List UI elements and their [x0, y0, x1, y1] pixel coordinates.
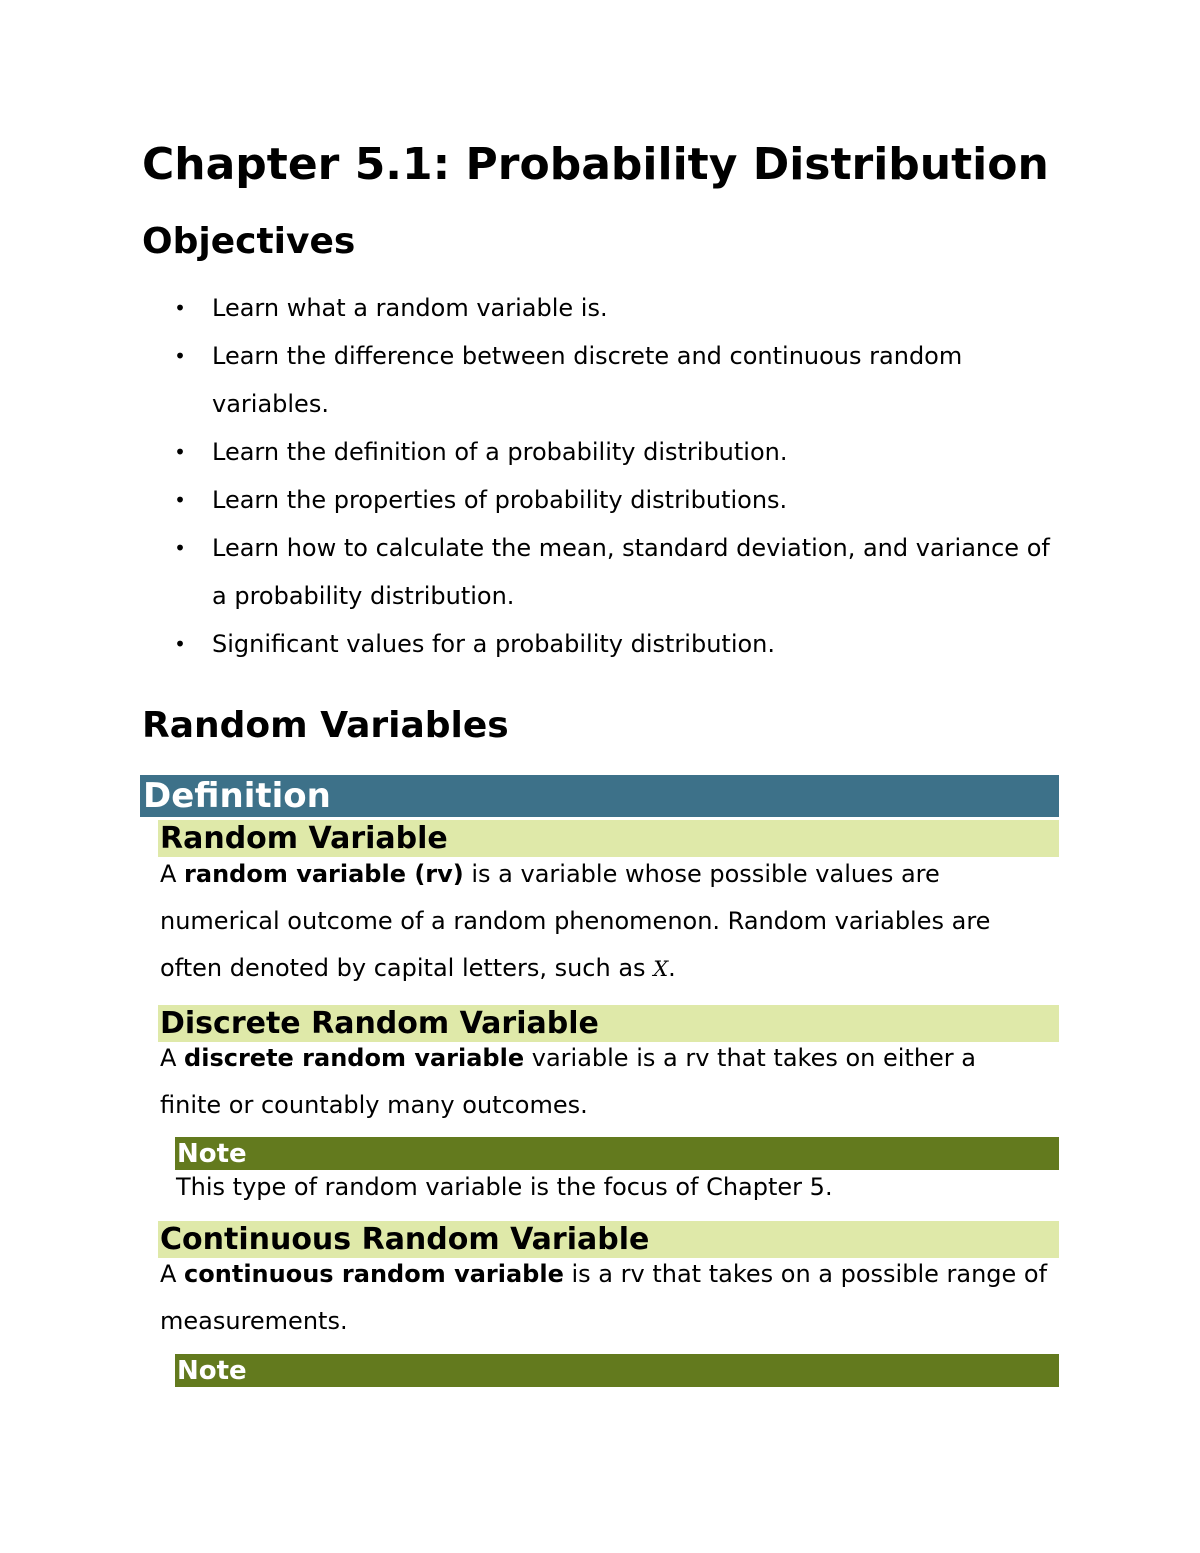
definition-text: is a rv that takes on a possible range of measurements.: [160, 1260, 1048, 1335]
objectives-list: [170, 284, 1050, 668]
chapter-title: Chapter 5.1: Probability Distribution: [142, 139, 1049, 190]
objective-item: [170, 524, 1050, 620]
discrete-note-text: This type of random variable is the focus of Chapter 5.: [176, 1173, 833, 1201]
term-bold: random variable (rv): [184, 860, 464, 888]
definition-text: A: [160, 1260, 185, 1288]
definition-bar: Definition: [140, 775, 1059, 817]
definition-text: variable is a rv that takes on either a finite or countably many outcomes.: [160, 1044, 977, 1119]
objective-text: Learn the definition of a probability distribution.: [212, 438, 788, 466]
bullet-icon: •: [174, 344, 186, 368]
discrete-note-bar: Note: [175, 1137, 1059, 1170]
discrete-rv-definition: [160, 1035, 990, 1129]
continuous-note-bar: Note: [175, 1354, 1059, 1387]
objective-item: [170, 284, 1050, 332]
bullet-icon: •: [174, 440, 186, 464]
definition-text: A: [160, 860, 185, 888]
continuous-rv-subheading: Continuous Random Variable: [158, 1221, 1059, 1258]
objective-item: [170, 620, 1050, 668]
definition-text: is a variable whose possible values are numerical outcome of a random phenomenon. Random variables are often denoted by capital letters, such as: [160, 860, 991, 982]
discrete-rv-subheading: Discrete Random Variable: [158, 1005, 1059, 1042]
objective-item: [170, 332, 1050, 428]
bullet-icon: •: [174, 296, 186, 320]
objective-text: Learn the difference between discrete and continuous random variables.: [212, 342, 963, 418]
bullet-icon: •: [174, 536, 186, 560]
continuous-rv-definition: [160, 1251, 1060, 1345]
bullet-icon: •: [174, 632, 186, 656]
bullet-icon: •: [174, 488, 186, 512]
objective-text: Learn how to calculate the mean, standard deviation, and variance of a probability distribution.: [212, 534, 1050, 610]
random-variables-heading: Random Variables: [142, 705, 509, 746]
objective-text: Learn what a random variable is.: [212, 294, 608, 322]
random-variable-definition: [160, 851, 1060, 993]
objective-text: Significant values for a probability distribution.: [212, 630, 776, 658]
math-symbol-x: X: [653, 957, 669, 981]
objectives-heading: Objectives: [142, 221, 356, 262]
term-bold: continuous random variable: [184, 1260, 564, 1288]
objective-item: [170, 428, 1050, 476]
definition-text: A: [160, 1044, 185, 1072]
term-bold: discrete random variable: [184, 1044, 525, 1072]
random-variable-subheading: Random Variable: [158, 820, 1059, 857]
objective-text: Learn the properties of probability distributions.: [212, 486, 788, 514]
objective-item: [170, 476, 1050, 524]
definition-text: .: [668, 954, 676, 982]
